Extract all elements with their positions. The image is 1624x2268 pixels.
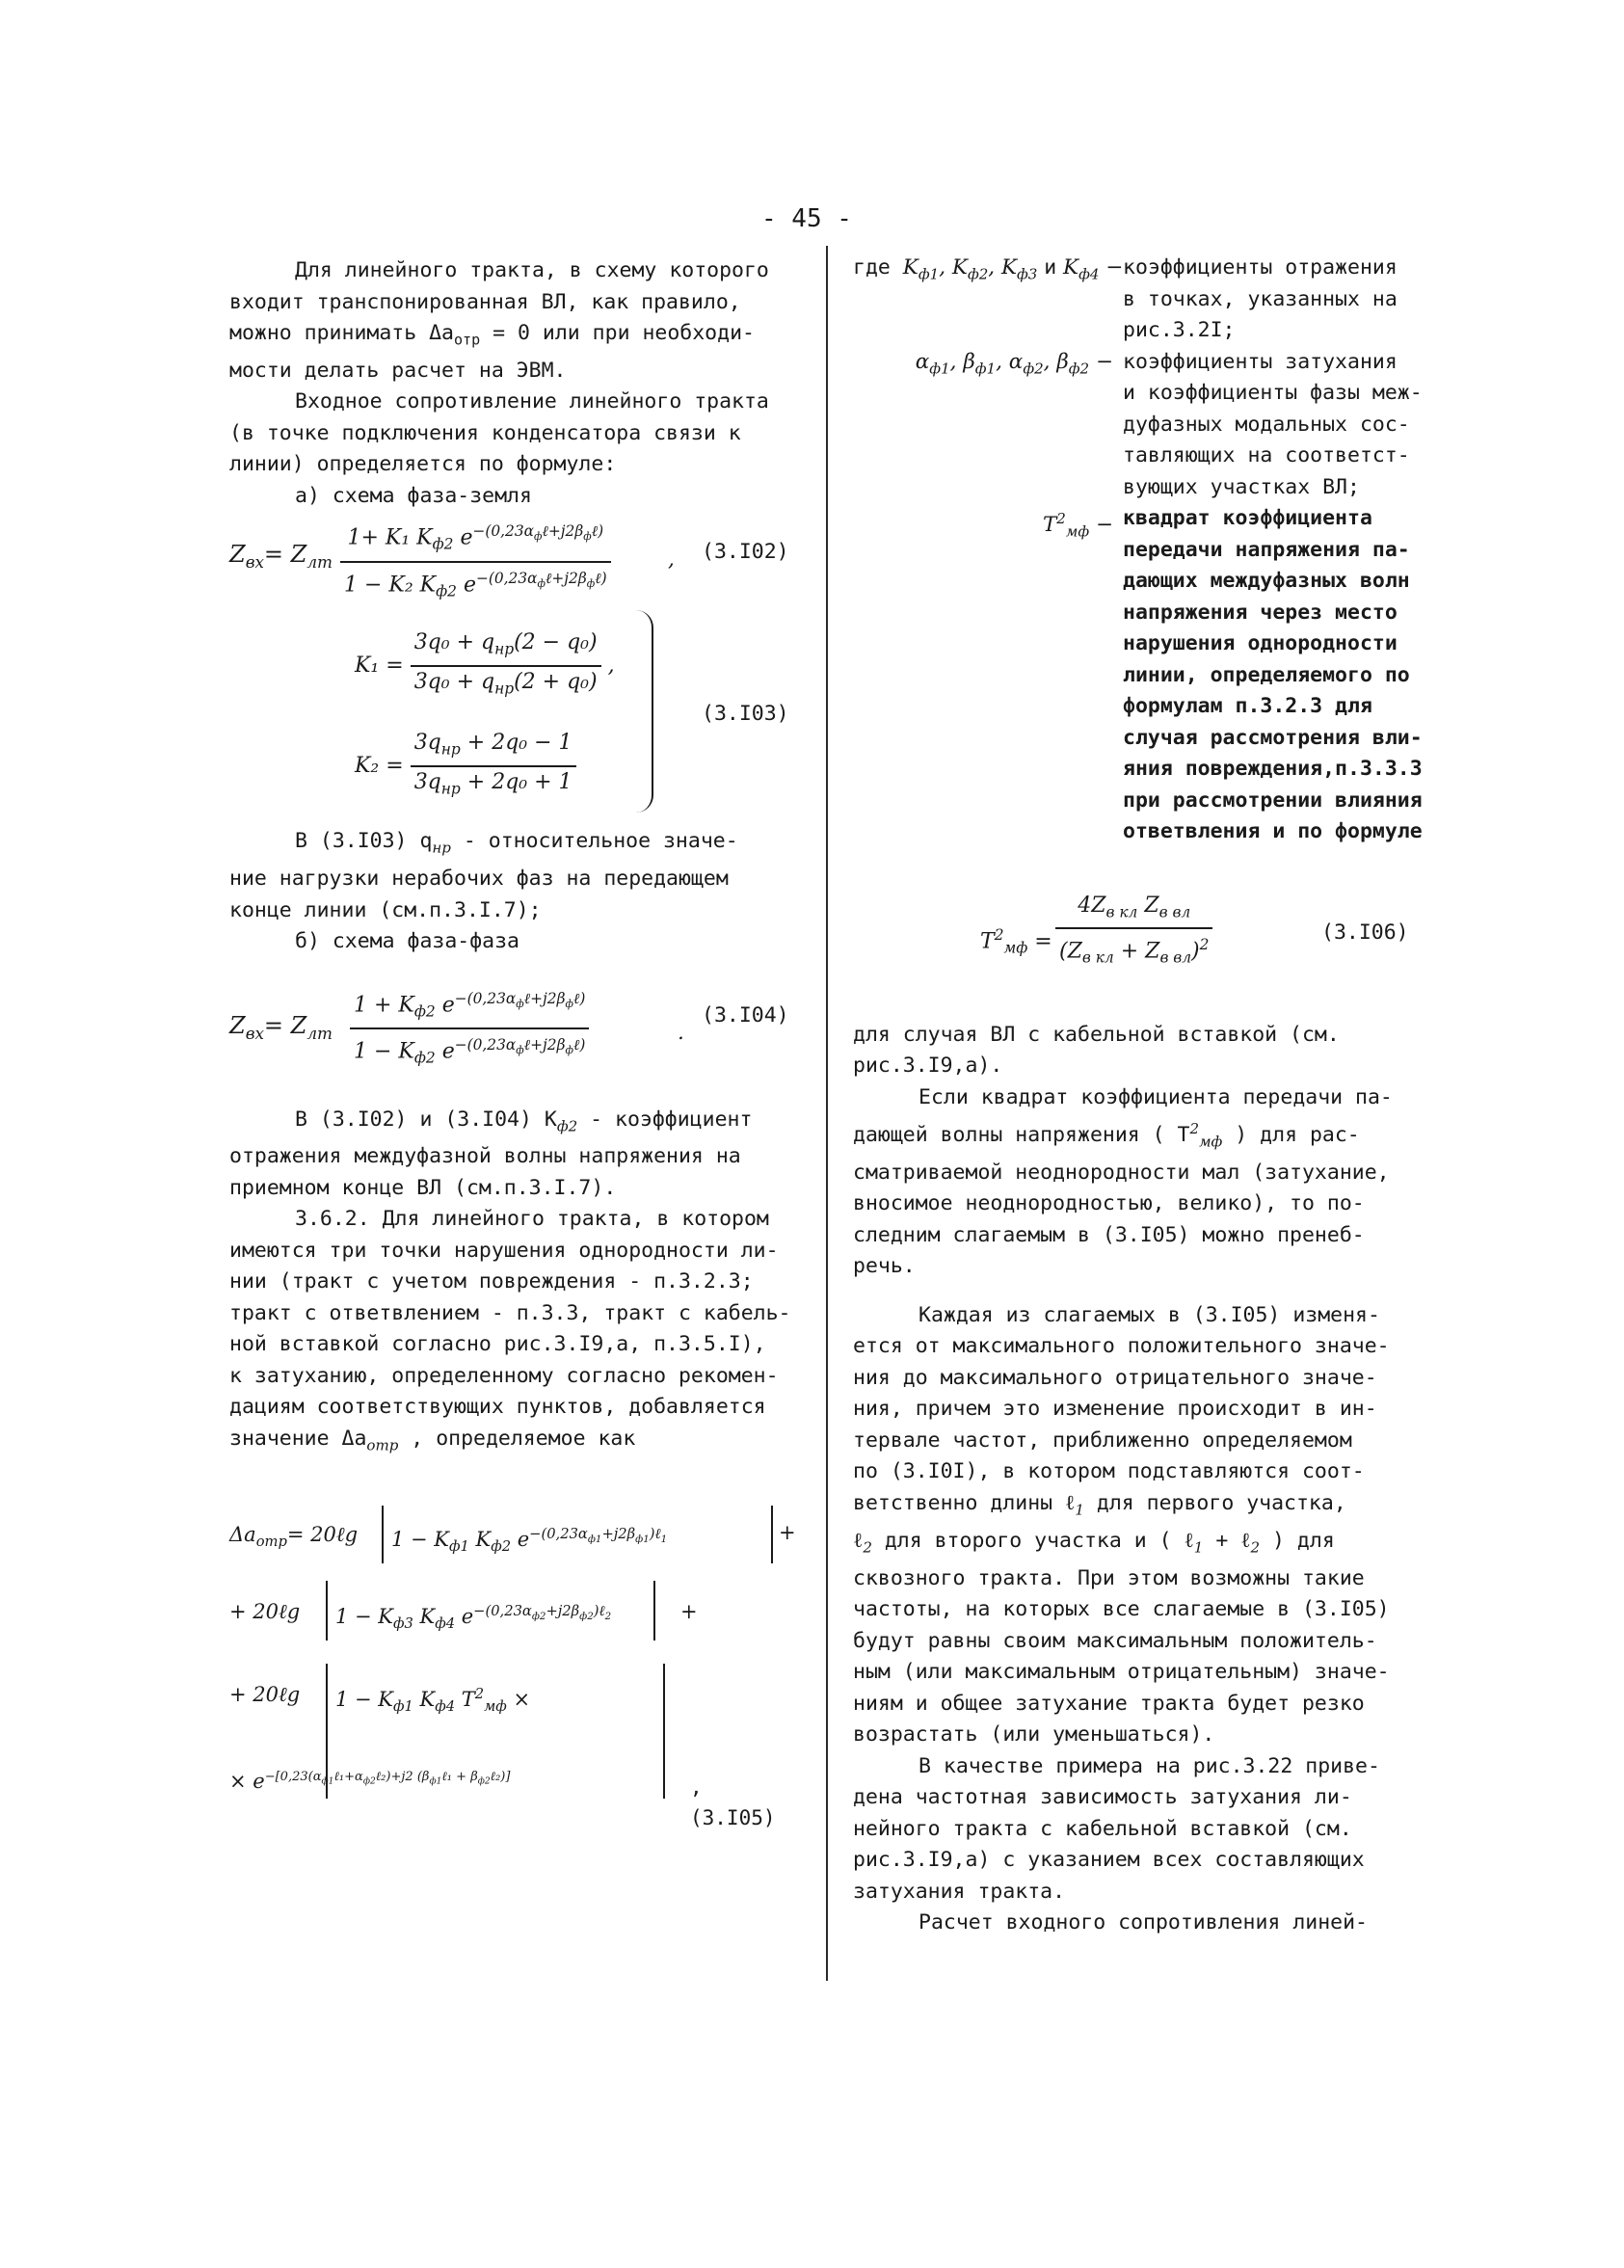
text-line: нейного тракта с кабельной вставкой (см. — [853, 1816, 1352, 1841]
text-line: Каждая из слагаемых в (3.I05) изменя- — [918, 1302, 1380, 1327]
equation-number: (3.I02) — [702, 540, 789, 565]
equation-3-106: $T^2_{мф}$ = $4Z_{в кл}$ $Z_{в вл}$ $(Z_{в кл} + Z_{в вл})^2$ (3.I06) — [853, 891, 1441, 983]
text-line: нии (тракт с учетом повреждения - п.3.2.3; — [229, 1269, 754, 1294]
definition-item — [853, 253, 1441, 347]
text-line: вносимое неоднородностью, велико), то по- — [853, 1191, 1365, 1216]
text-line: ветственно длины ℓ$_1$ для первого участка, — [853, 1490, 1346, 1519]
text-line: входит транспонированная ВЛ, как правило, — [229, 289, 741, 314]
text-line: ния до максимального отрицательного значе- — [853, 1365, 1377, 1390]
left-column — [229, 255, 798, 1830]
definitions-list — [853, 253, 1441, 848]
equation-3-103: K₁ = $\frac{3q_0 + q_{нр}(2 - q_0)}{3q_0 + q_{нр}(2 + q_0)}$ , K₂ = $\frac{3q_{нр} + 2q_0 - 1}{3q_{нр} + 2q_0 + 1}$ (3.I03) — [229, 610, 798, 820]
text-line: ние нагрузки нерабочих фаз на передающем — [229, 867, 729, 892]
text-line: ℓ$_2$ для второго участка и ( ℓ$_1$ + ℓ$_2$ ) для — [853, 1528, 1335, 1557]
definition-item — [853, 347, 1441, 504]
definition-term: $\alpha_{ф1}$, $\beta_{ф1}$, $\alpha_{ф2}$, $\beta_{ф2}$ − — [915, 349, 1113, 377]
text-line: мости делать расчет на ЭВМ. — [229, 358, 567, 383]
text-line: затухания тракта. — [853, 1879, 1066, 1904]
after-3-106 — [853, 1020, 1441, 1082]
text-line: ния, причем это изменение происходит в ин- — [853, 1397, 1377, 1422]
equation-number: (3.I04) — [702, 1002, 789, 1027]
note-3-103 — [229, 826, 798, 957]
text-line: значение $\Delta a_{отр}$ , определяемое как — [229, 1426, 636, 1454]
text-line: отражения междуфазной волны напряжения на — [229, 1144, 741, 1169]
text-line: ной вставкой согласно рис.3.I9,а, п.3.5.I), — [229, 1332, 766, 1357]
paragraph-3-6-2 — [229, 1204, 798, 1460]
note-3-104 — [229, 1105, 798, 1205]
text-line: дациям соответствующих пунктов, добавляется — [229, 1395, 766, 1420]
definition-term: где $K_{ф1}$, $K_{ф2}$, $K_{ф3}$ и $K_{ф4}$ − — [853, 255, 1124, 283]
text-line: ниям и общее затухание тракта будет резко — [853, 1691, 1365, 1716]
definition-text: квадрат коэффициента передачи напряжения па- дающих междуфазных волн напряжения через место нарушения однородности линии, определяемого по формулам п.3.2.3 для случая рассмотрения вли- яния повреждения,п.3.3.3 при рассмотрении влияния ответвления и по формуле — [1123, 506, 1423, 843]
text-line: дена частотная зависимость затухания ли- — [853, 1785, 1352, 1810]
text-line: Для линейного тракта, в схему которого — [295, 258, 769, 282]
equation-number: (3.I03) — [702, 702, 789, 727]
page-number: - 45 - — [761, 204, 852, 233]
text-line: сматриваемой неоднородности мал (затухание, — [853, 1160, 1390, 1185]
text-line: рис.3.I9,а). — [853, 1054, 1003, 1078]
text-line: тракт с ответвлением - п.3.3, тракт с кабель- — [229, 1300, 791, 1325]
text-line: имеются три точки нарушения однородности ли- — [229, 1238, 779, 1263]
column-divider — [826, 246, 828, 1981]
paragraph-last — [853, 1908, 1441, 1939]
text-line: В (3.I03) $q_{нр}$ - относительное значе- — [295, 829, 738, 857]
text-line: линии) определяется по формуле: — [229, 452, 617, 477]
text-line: Входное сопротивление линейного тракта — [295, 389, 769, 414]
equation-3-102: $Z_{вх}= Z_{лт}$ 1+ K₁ $K_{ф2}$ $e^{-(0,23\alpha_ф\ell+j2\beta_ф\ell)}$ 1 − K₂ $K_{ф2}$ $e^{-(0,23\alpha_ф\ell+j2\beta_ф\ell)}$ , (3.I02) — [229, 516, 798, 604]
text-line: В качестве примера на рис.3.22 приве- — [918, 1753, 1380, 1778]
text-line: к затуханию, определенному согласно рекомен- — [229, 1363, 779, 1388]
text-line: для случая ВЛ с кабельной вставкой (см. — [853, 1022, 1340, 1047]
definition-item — [853, 503, 1441, 848]
text-line: будут равны своим максимальным положитель- — [853, 1628, 1377, 1653]
equation-3-105: $\Delta a_{отр}=$ 20ℓg $1 - K_{ф1}$ $K_{ф2}$ $e^{-(0,23\alpha_{ф1}+j2\beta_{ф1})\ell_1}$ + + 20ℓg $1 - K_{ф3}$ $K_{ф4}$ $e^{-(0,23\alpha_{ф2}+j2\beta_{ф2})\ell_2}$ + + 20ℓg $1 - K_{ф1}$ $K_{ф4}$ $T^2_{мф}$ × × $e^{-[0,23(\alpha_{ф1}\ell_1+\alpha_{ф2}\ell_2)+j2 (\beta_{ф1}\ell_1 + \beta_{ф2}\ell_2)]}$ , (3.I05) — [229, 1500, 798, 1818]
definition-text: коэффициенты отражения в точках, указанных на рис.3.2I; — [1123, 255, 1398, 342]
paragraph-square — [853, 1082, 1441, 1283]
text-line: (в точке подключения конденсатора связи к — [229, 420, 741, 445]
text-line: тервале частот, приближенно определяемом — [853, 1428, 1352, 1453]
text-line: 3.6.2. Для линейного тракта, в котором — [295, 1207, 769, 1232]
text-line: речь. — [853, 1254, 916, 1279]
text-line: Расчет входного сопротивления линей- — [918, 1910, 1368, 1935]
definition-term: $T^2_{мф}$ − — [1042, 510, 1113, 541]
text-line: следним слагаемым в (3.I05) можно пренеб- — [853, 1222, 1365, 1247]
intro-paragraph — [229, 255, 798, 387]
text-line: Если квадрат коэффициента передачи па- — [918, 1084, 1393, 1109]
text-line: сквозного тракта. При этом возможны такие — [853, 1565, 1365, 1590]
definition-text: коэффициенты затухания и коэффициенты фазы меж- дуфазных модальных сос- тавляющих на соответст- вующих участках ВЛ; — [1123, 349, 1423, 499]
right-column — [853, 253, 1441, 1939]
equation-3-104: $Z_{вх}= Z_{лт}$ $1 + K_{ф2}$ $e^{-(0,23\alpha_ф\ell+j2\beta_ф\ell)}$ $1 - K_{ф2}$ $e^{-(0,23\alpha_ф\ell+j2\beta_ф\ell)}$ . (3.I04) — [229, 983, 798, 1080]
text-line: В (3.I02) и (3.I04) $K_{ф2}$ - коэффициент — [295, 1107, 753, 1134]
case-b-label: б) схема фаза-фаза — [295, 929, 519, 954]
case-a-label: а) схема фаза-земля — [295, 483, 532, 508]
text-line: можно принимать $\Delta a_{отр} = 0$ или при необходи- — [229, 321, 755, 349]
text-line: частоты, на которых все слагаемые в (3.I05) — [853, 1597, 1390, 1622]
equation-number: (3.I06) — [1321, 920, 1409, 945]
paragraph-each-term — [853, 1300, 1441, 1751]
equation-number: , (3.I05) — [690, 1774, 776, 1830]
text-line: возрастать (или уменьшаться). — [853, 1722, 1215, 1748]
text-line: рис.3.I9,а) с указанием всех составляющих — [853, 1848, 1365, 1873]
right-brace — [634, 610, 653, 813]
paragraph-example — [853, 1751, 1441, 1908]
input-impedance-paragraph — [229, 387, 798, 512]
text-line: конце линии (см.п.3.I.7); — [229, 897, 542, 922]
text-line: приемном конце ВЛ (см.п.3.I.7). — [229, 1175, 617, 1200]
text-line: ным (или максимальным отрицательным) значе- — [853, 1660, 1390, 1685]
text-line: дающей волны напряжения ( $T^2_{мф}$ ) для рас- — [853, 1120, 1360, 1151]
text-line: по (3.I0I), в котором подставляются соот- — [853, 1459, 1365, 1484]
text-line: ется от максимального положительного значе- — [853, 1334, 1390, 1359]
